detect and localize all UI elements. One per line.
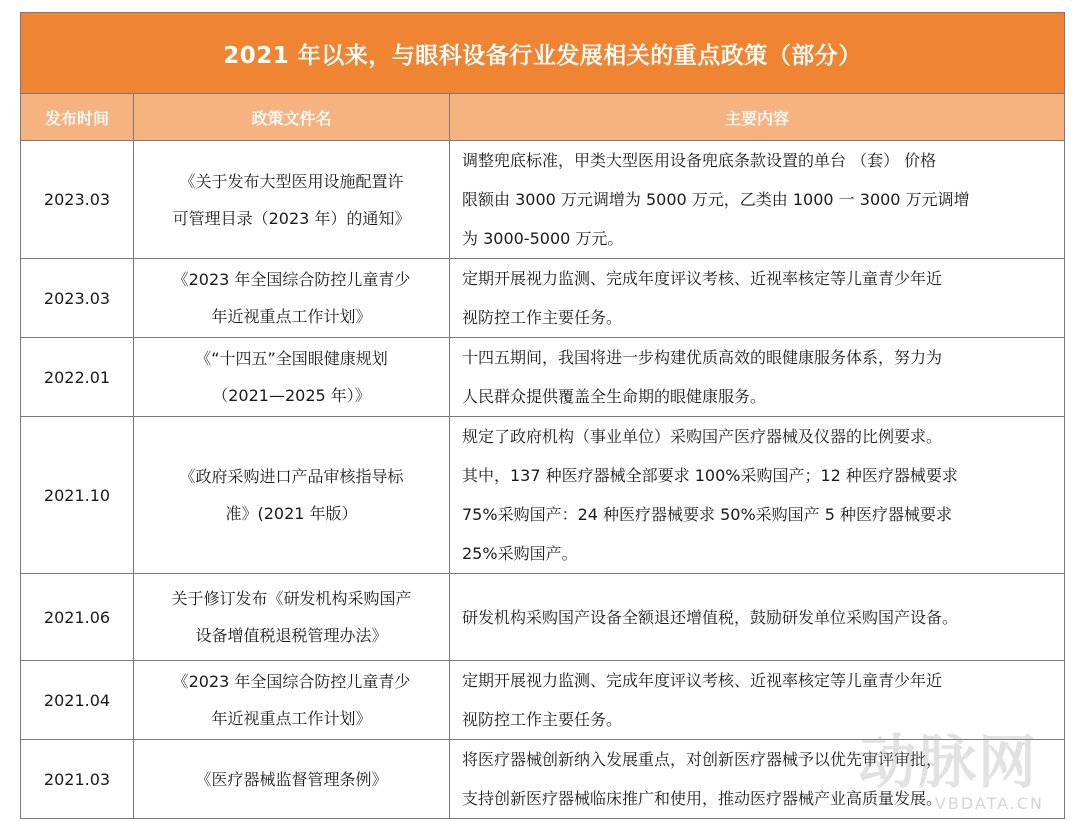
- content-line: 研发机构采购国产设备全额退还增值税，鼓励研发单位采购国产设备。: [462, 607, 959, 627]
- document-name-line: 《2023 年全国综合防控儿童青少: [172, 270, 411, 289]
- content-line: 其中，137 种医疗器械全部要求 100%采购国产；12 种医疗器械要求: [462, 466, 958, 485]
- content-line: 十四五期间，我国将进一步构建优质高效的眼健康服务体系，努力为: [462, 348, 943, 367]
- cell-document-name: [134, 259, 450, 338]
- table-title: 2021 年以来，与眼科设备行业发展相关的重点政策（部分）: [21, 13, 1065, 94]
- table-row: [21, 417, 1065, 574]
- table-row: [21, 141, 1065, 259]
- cell-main-content: [450, 574, 1065, 661]
- watermark-logo-sub: VBDATA.CN: [934, 794, 1044, 813]
- document-name-line: 《2023 年全国综合防控儿童青少: [172, 672, 411, 691]
- document-name-line: （2021—2025 年）》: [212, 386, 371, 405]
- content-line: 限额由 3000 万元调增为 5000 万元，乙类由 1000 一 3000 万元调增: [462, 190, 970, 209]
- document-name-line: 关于修订发布《研发机构采购国产: [171, 589, 412, 608]
- cell-date: 2021.10: [21, 417, 134, 574]
- document-name-line: 设备增值税退税管理办法》: [195, 626, 388, 645]
- cell-date: 2021.03: [21, 740, 134, 819]
- watermark-logo: 动脉网: [857, 728, 1038, 796]
- cell-document-name: [134, 338, 450, 417]
- document-name-line: 准》(2021 年版）: [225, 504, 358, 523]
- content-line: 75%采购国产：24 种医疗器械要求 50%采购国产 5 种医疗器械要求: [462, 505, 953, 524]
- table-row: [21, 259, 1065, 338]
- document-name-line: 年近视重点工作计划》: [211, 709, 372, 728]
- policy-table-container: [20, 12, 1064, 819]
- document-name-line: 《“十四五”全国眼健康规划: [195, 349, 388, 368]
- content-line: 规定了政府机构（事业单位）采购国产医疗器械及仪器的比例要求。: [462, 427, 943, 446]
- content-line: 视防控工作主要任务。: [462, 308, 623, 327]
- table-row: [21, 338, 1065, 417]
- content-line: 为 3000-5000 万元。: [462, 229, 624, 248]
- header-date: 发布时间: [21, 94, 134, 141]
- content-line: 视防控工作主要任务。: [462, 710, 623, 729]
- document-name-line: 《医疗器械监督管理条例》: [195, 769, 388, 789]
- cell-document-name: [134, 740, 450, 819]
- cell-main-content: [450, 141, 1065, 259]
- header-content: 主要内容: [450, 94, 1065, 141]
- content-line: 调整兜底标准，甲类大型医用设备兜底条款设置的单台 （套） 价格: [462, 151, 937, 170]
- policy-table: [20, 12, 1065, 819]
- cell-date: 2023.03: [21, 259, 134, 338]
- cell-main-content: [450, 259, 1065, 338]
- cell-document-name: [134, 417, 450, 574]
- document-name-line: 《政府采购进口产品审核指导标: [179, 467, 404, 486]
- table-row: [21, 574, 1065, 661]
- content-line: 将医疗器械创新纳入发展重点，对创新医疗器械予以优先审评审批，: [462, 750, 943, 769]
- cell-document-name: [134, 661, 450, 740]
- document-name-line: 《关于发布大型医用设施配置许: [179, 171, 404, 191]
- cell-document-name: [134, 574, 450, 661]
- header-doc: 政策文件名: [134, 94, 450, 141]
- header-row: [21, 94, 1065, 141]
- cell-document-name: [134, 141, 450, 259]
- cell-date: 2022.01: [21, 338, 134, 417]
- document-name-line: 年近视重点工作计划》: [211, 307, 372, 326]
- cell-main-content: [450, 417, 1065, 574]
- content-line: 定期开展视力监测、完成年度评议考核、近视率核定等儿童青少年近: [462, 671, 943, 690]
- content-line: 定期开展视力监测、完成年度评议考核、近视率核定等儿童青少年近: [462, 269, 943, 288]
- cell-main-content: [450, 338, 1065, 417]
- cell-date: 2021.06: [21, 574, 134, 661]
- cell-date: 2023.03: [21, 141, 134, 259]
- content-line: 25%采购国产。: [462, 544, 578, 563]
- content-line: 人民群众提供覆盖全生命期的眼健康服务。: [462, 387, 767, 406]
- content-line: 支持创新医疗器械临床推广和使用，推动医疗器械产业高质量发展。: [462, 789, 943, 808]
- document-name-line: 可管理目录（2023 年）的通知》: [172, 208, 411, 228]
- cell-date: 2021.04: [21, 661, 134, 740]
